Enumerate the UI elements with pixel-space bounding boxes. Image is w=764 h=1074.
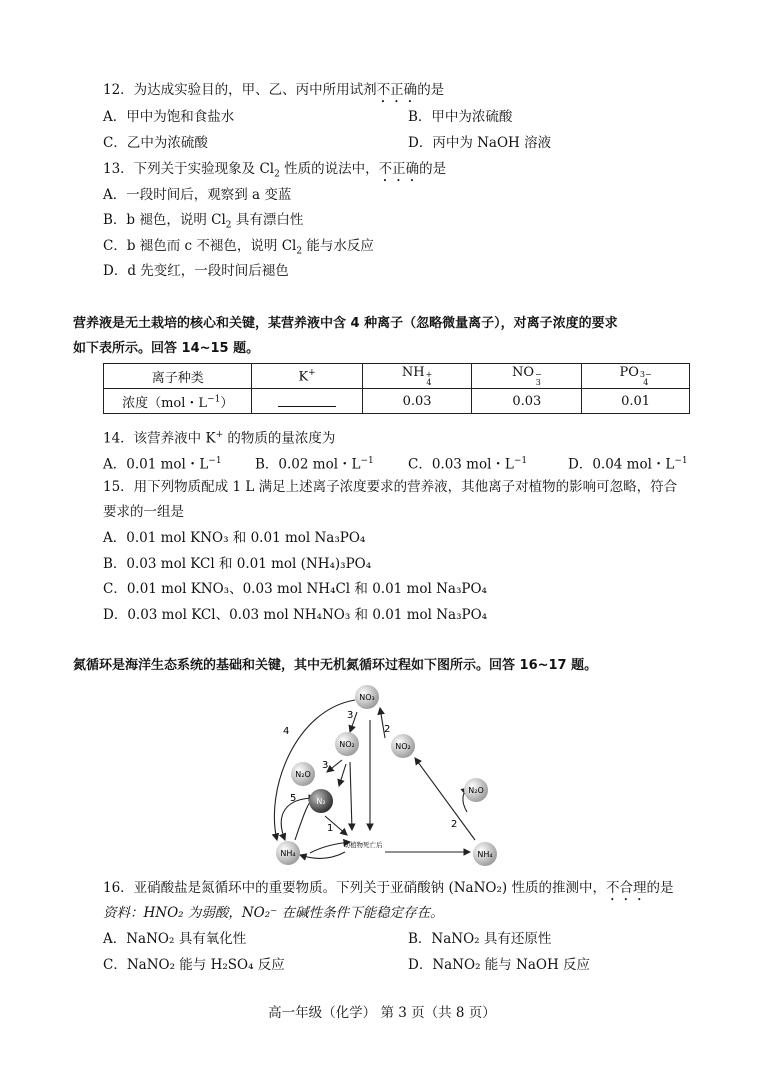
q16-option-a: A．NaNO₂ 具有氧化性: [103, 931, 247, 947]
step-label-1: 1: [327, 823, 334, 834]
intro-nutrient-line2: 如下表所示。回答 14~15 题。: [73, 341, 260, 356]
node-nh4-right: [473, 842, 497, 866]
header-no3: NO − 3: [472, 364, 582, 389]
q16-stem: 16．亚硝酸盐是氮循环中的重要物质。下列关于亚硝酸钠 (NaNO₂) 性质的推测中，不合理的是: [103, 880, 674, 896]
q12-stem: 12．为达成实验目的，甲、乙、丙中所用试剂不正确的是: [103, 82, 445, 98]
q15-option-c: C．0.01 mol KNO₃、0.03 mol NH₄Cl 和 0.01 mol Na₃PO₄: [103, 581, 487, 597]
header-k: K+: [252, 364, 362, 389]
q14-stem: 14．该营养液中 K+ 的物质的量浓度为: [103, 430, 336, 447]
q12-option-b: B．甲中为浓硫酸: [408, 109, 513, 125]
step-label-3-top: 3: [347, 710, 354, 721]
node-n2: [309, 789, 333, 813]
page-footer: 高一年级（化学） 第 3 页（共 8 页）: [268, 1005, 496, 1021]
step-label-2-top: 2: [384, 724, 391, 735]
node-no2-right: [391, 734, 415, 758]
label-dead-organisms: 动植物死亡后: [343, 841, 383, 849]
q13-option-c: C．b 褪色而 c 不褪色，说明 $Cl_2$ 能与水反应: [103, 238, 374, 257]
cell-nh4-value: 0.03: [362, 389, 472, 414]
q12-option-a: A．甲中为饱和食盐水: [103, 109, 235, 125]
q14-option-d: D．0.04 mol・$L^{-1}$: [568, 456, 688, 473]
q15-option-d: D．0.03 mol KCl、0.03 mol NH₄NO₃ 和 0.01 mol Na₃PO₄: [103, 607, 488, 623]
q12-option-d: D．丙中为 NaOH 溶液: [408, 135, 552, 151]
node-no2-left: [335, 732, 359, 756]
q15-option-a: A．0.01 mol KNO₃ 和 0.01 mol Na₃PO₄: [103, 530, 366, 546]
svg-text:N₂O: N₂O: [468, 786, 484, 795]
q13-option-a: A．一段时间后，观察到 a 变蓝: [103, 187, 292, 203]
table-row: [104, 389, 690, 414]
q16-option-b: B．NaNO₂ 具有还原性: [408, 931, 552, 947]
q13-option-d: D．d 先变红，一段时间后褪色: [103, 263, 289, 279]
svg-text:NO₃: NO₃: [359, 693, 375, 702]
cell-no3-value: 0.03: [472, 389, 582, 414]
node-nh4-left: [276, 841, 300, 865]
row-label-concentration: 浓度（mol・$L^{-1}$）: [104, 389, 252, 414]
cell-k-blank: [252, 389, 362, 414]
q13-stem: 13．下列关于实验现象及 $Cl_2$ 性质的说法中，不正确的是: [103, 161, 447, 180]
header-po4: PO 3− 4: [582, 364, 690, 389]
step-label-5: 5: [290, 793, 297, 804]
q14-option-b: B．0.02 mol・$L^{-1}$: [255, 456, 374, 473]
table-header-row: [104, 364, 690, 389]
svg-text:NH₄: NH₄: [477, 850, 493, 859]
intro-nitrogen-cycle: 氮循环是海洋生态系统的基础和关键，其中无机氮循环过程如下图所示。回答 16~17 题。: [73, 658, 598, 673]
step-label-3-mid: 3: [322, 760, 329, 771]
step-label-4: 4: [283, 726, 290, 737]
header-ion-type: 离子种类: [104, 364, 252, 389]
svg-text:NO₂: NO₂: [339, 740, 355, 749]
q12-option-c: C．乙中为浓硫酸: [103, 135, 208, 151]
q16-info: 资料：HNO₂ 为弱酸，NO₂⁻ 在碱性条件下能稳定存在。: [103, 905, 444, 921]
step-label-2-right: 2: [451, 819, 458, 830]
svg-text:NH₄: NH₄: [280, 849, 296, 858]
svg-text:NO₂: NO₂: [395, 742, 411, 751]
answer-blank: [278, 392, 336, 407]
node-n2o-left: [291, 762, 315, 786]
intro-nutrient-line1: 营养液是无土栽培的核心和关键，某营养液中含 4 种离子（忽略微量离子），对离子浓度的要求: [73, 316, 618, 331]
q16-option-c: C．NaNO₂ 能与 H₂SO₄ 反应: [103, 957, 285, 973]
q15-stem-line1: 15．用下列物质配成 1 L 满足上述离子浓度要求的营养液，其他离子对植物的影响可忽略，符合: [103, 479, 678, 495]
svg-text:N₂: N₂: [316, 797, 326, 806]
node-n2o-right: [464, 778, 488, 802]
q16-option-d: D．NaNO₂ 能与 NaOH 反应: [408, 957, 591, 973]
header-nh4: NH + 4: [362, 364, 472, 389]
cell-po4-value: 0.01: [582, 389, 690, 414]
q13-option-b: B．b 褪色，说明 $Cl_2$ 具有漂白性: [103, 212, 304, 231]
q14-option-a: A．0.01 mol・$L^{-1}$: [103, 456, 222, 473]
nitrogen-cycle-diagram: [255, 680, 515, 875]
node-no3: [355, 685, 379, 709]
q14-option-c: C．0.03 mol・$L^{-1}$: [408, 456, 528, 473]
ion-concentration-table: [103, 363, 690, 414]
q15-stem-line2: 要求的一组是: [103, 504, 184, 520]
svg-text:N₂O: N₂O: [295, 770, 311, 779]
q15-option-b: B．0.03 mol KCl 和 0.01 mol (NH₄)₃PO₄: [103, 556, 372, 572]
